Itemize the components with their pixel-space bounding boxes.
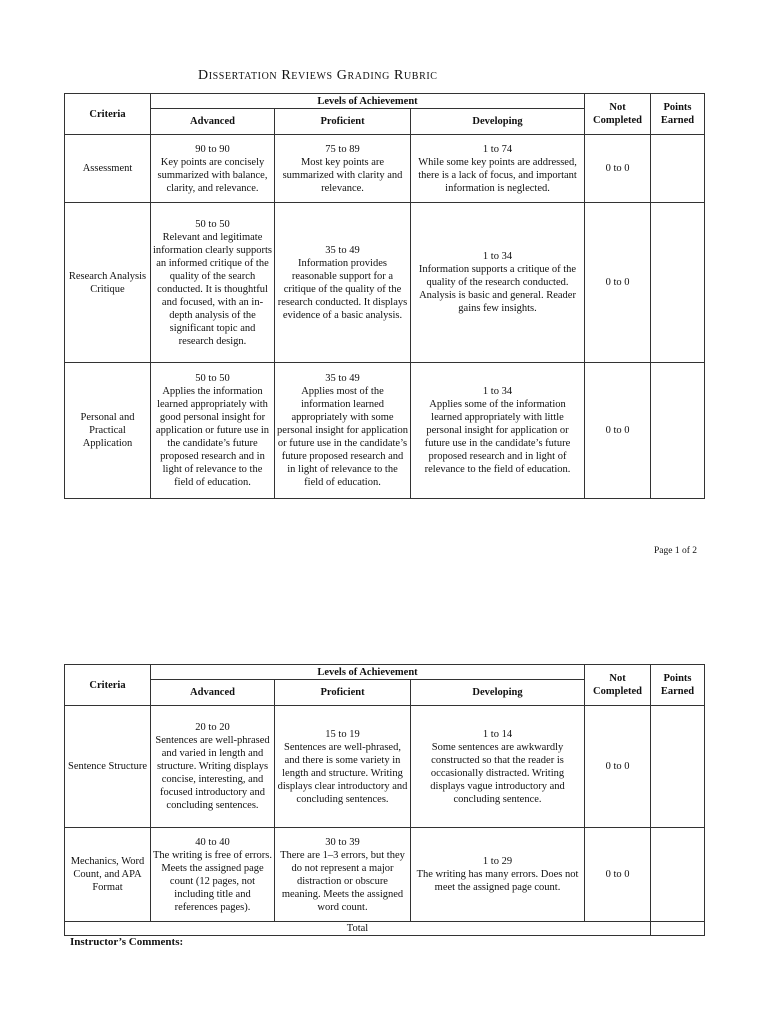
table-row	[65, 706, 705, 828]
points-earned-cell[interactable]	[651, 363, 705, 499]
descriptor: Sentences are well-phrased and varied in length and structure. Writing displays concise, interesting, and focused introductory and concluding sentences.	[155, 735, 270, 811]
total-label: Total	[65, 922, 651, 936]
developing-header: Developing	[411, 680, 585, 706]
descriptor: Applies the information learned appropriately with good personal insight for application or future use in the candidate’s future proposed research and in light of relevance to the field of education.	[155, 386, 270, 488]
criteria-header: Criteria	[65, 94, 151, 135]
criteria-cell: Personal and Practical Application	[65, 363, 151, 499]
descriptor: Information provides reasonable support for a critique of the quality of the research conducted. It displays evidence of a basic analysis.	[277, 257, 408, 321]
rubric-table-2	[64, 664, 705, 936]
advanced-cell	[151, 135, 275, 203]
proficient-cell	[275, 706, 411, 828]
not-completed-cell: 0 to 0	[585, 135, 651, 203]
descriptor: There are 1–3 errors, but they do not represent a major distraction or obscure meaning. Meets the assigned word count.	[280, 849, 405, 913]
not-completed-cell: 0 to 0	[585, 828, 651, 922]
table-row	[65, 135, 705, 203]
instructor-comments-label: Instructor’s Comments:	[70, 936, 184, 948]
score-range: 20 to 20	[195, 722, 230, 733]
advanced-header: Advanced	[151, 680, 275, 706]
points-earned-header: Points Earned	[651, 665, 705, 706]
descriptor: Information supports a critique of the quality of the research conducted. Analysis is basic and general. Reader gains few insights.	[418, 264, 577, 314]
criteria-header: Criteria	[65, 665, 151, 706]
levels-header: Levels of Achievement	[151, 665, 585, 680]
rubric-table-1	[64, 93, 705, 499]
proficient-cell	[275, 363, 411, 499]
score-range: 1 to 34	[482, 386, 513, 397]
page-number: Page 1 of 2	[654, 546, 698, 556]
score-range: 90 to 90	[195, 143, 230, 155]
descriptor: The writing is free of errors. Meets the assigned page count (12 pages, not including title and references pages).	[153, 849, 272, 913]
developing-cell	[411, 828, 585, 922]
descriptor: Applies some of the information learned appropriately with little personal insight for application or future use in the candidate’s future proposed research and in light of relevance to the field of education.	[424, 399, 571, 475]
not-completed-header: Not Completed	[585, 94, 651, 135]
total-row	[65, 922, 705, 936]
advanced-cell	[151, 203, 275, 363]
score-range: 50 to 50	[195, 218, 230, 230]
descriptor: While some key points are addressed, there is a lack of focus, and important information is neglected.	[418, 156, 577, 194]
advanced-cell	[151, 828, 275, 922]
score-range: 40 to 40	[195, 836, 230, 848]
table-row	[65, 203, 705, 363]
not-completed-cell: 0 to 0	[585, 203, 651, 363]
levels-header: Levels of Achievement	[151, 94, 585, 109]
score-range: 50 to 50	[195, 373, 230, 384]
not-completed-cell: 0 to 0	[585, 363, 651, 499]
not-completed-cell: 0 to 0	[585, 706, 651, 828]
points-earned-cell[interactable]	[651, 135, 705, 203]
score-range: 1 to 34	[482, 251, 513, 262]
score-range: 35 to 49	[325, 244, 360, 256]
proficient-cell	[275, 135, 411, 203]
points-earned-cell[interactable]	[651, 203, 705, 363]
criteria-cell: Sentence Structure	[65, 706, 151, 828]
score-range: 35 to 49	[325, 373, 360, 384]
score-range: 30 to 39	[325, 836, 360, 848]
developing-cell	[411, 363, 585, 499]
descriptor: Some sentences are awkwardly constructed so that the reader is occasionally distracted. Writing displays vague introductory and concluding sentence.	[430, 741, 565, 805]
not-completed-header: Not Completed	[585, 665, 651, 706]
descriptor: The writing has many errors. Does not meet the assigned page count.	[416, 869, 579, 893]
proficient-header: Proficient	[275, 109, 411, 135]
descriptor: Most key points are summarized with clarity and relevance.	[282, 156, 403, 194]
score-range: 1 to 14	[482, 728, 513, 740]
criteria-cell: Research Analysis Critique	[65, 203, 151, 363]
descriptor: Relevant and legitimate information clearly supports an informed critique of the quality of the search conducted. It is thoughtful and focused, with an in-depth analysis of the significant topic and research design.	[153, 231, 272, 347]
developing-header: Developing	[411, 109, 585, 135]
criteria-cell: Assessment	[65, 135, 151, 203]
table-row	[65, 363, 705, 499]
score-range: 15 to 19	[325, 728, 360, 740]
advanced-header: Advanced	[151, 109, 275, 135]
points-earned-header: Points Earned	[651, 94, 705, 135]
advanced-cell	[151, 706, 275, 828]
points-earned-cell[interactable]	[651, 828, 705, 922]
proficient-header: Proficient	[275, 680, 411, 706]
score-range: 1 to 29	[482, 856, 513, 867]
score-range: 1 to 74	[482, 143, 513, 155]
criteria-cell: Mechanics, Word Count, and APA Format	[65, 828, 151, 922]
advanced-cell	[151, 363, 275, 499]
total-value-cell[interactable]	[651, 922, 705, 936]
document-title: Dissertation Reviews Grading Rubric	[198, 68, 438, 83]
proficient-cell	[275, 203, 411, 363]
descriptor: Sentences are well-phrased, and there is some variety in length and structure. Writing displays clear introductory and concluding sentences.	[277, 741, 408, 805]
developing-cell	[411, 203, 585, 363]
table-row	[65, 828, 705, 922]
developing-cell	[411, 706, 585, 828]
points-earned-cell[interactable]	[651, 706, 705, 828]
score-range: 75 to 89	[325, 143, 360, 155]
developing-cell	[411, 135, 585, 203]
proficient-cell	[275, 828, 411, 922]
descriptor: Applies most of the information learned appropriately with some personal insight for application or future use in the candidate’s future proposed research and in light of relevance to the field of education.	[277, 386, 408, 488]
descriptor: Key points are concisely summarized with balance, clarity, and relevance.	[157, 156, 268, 194]
